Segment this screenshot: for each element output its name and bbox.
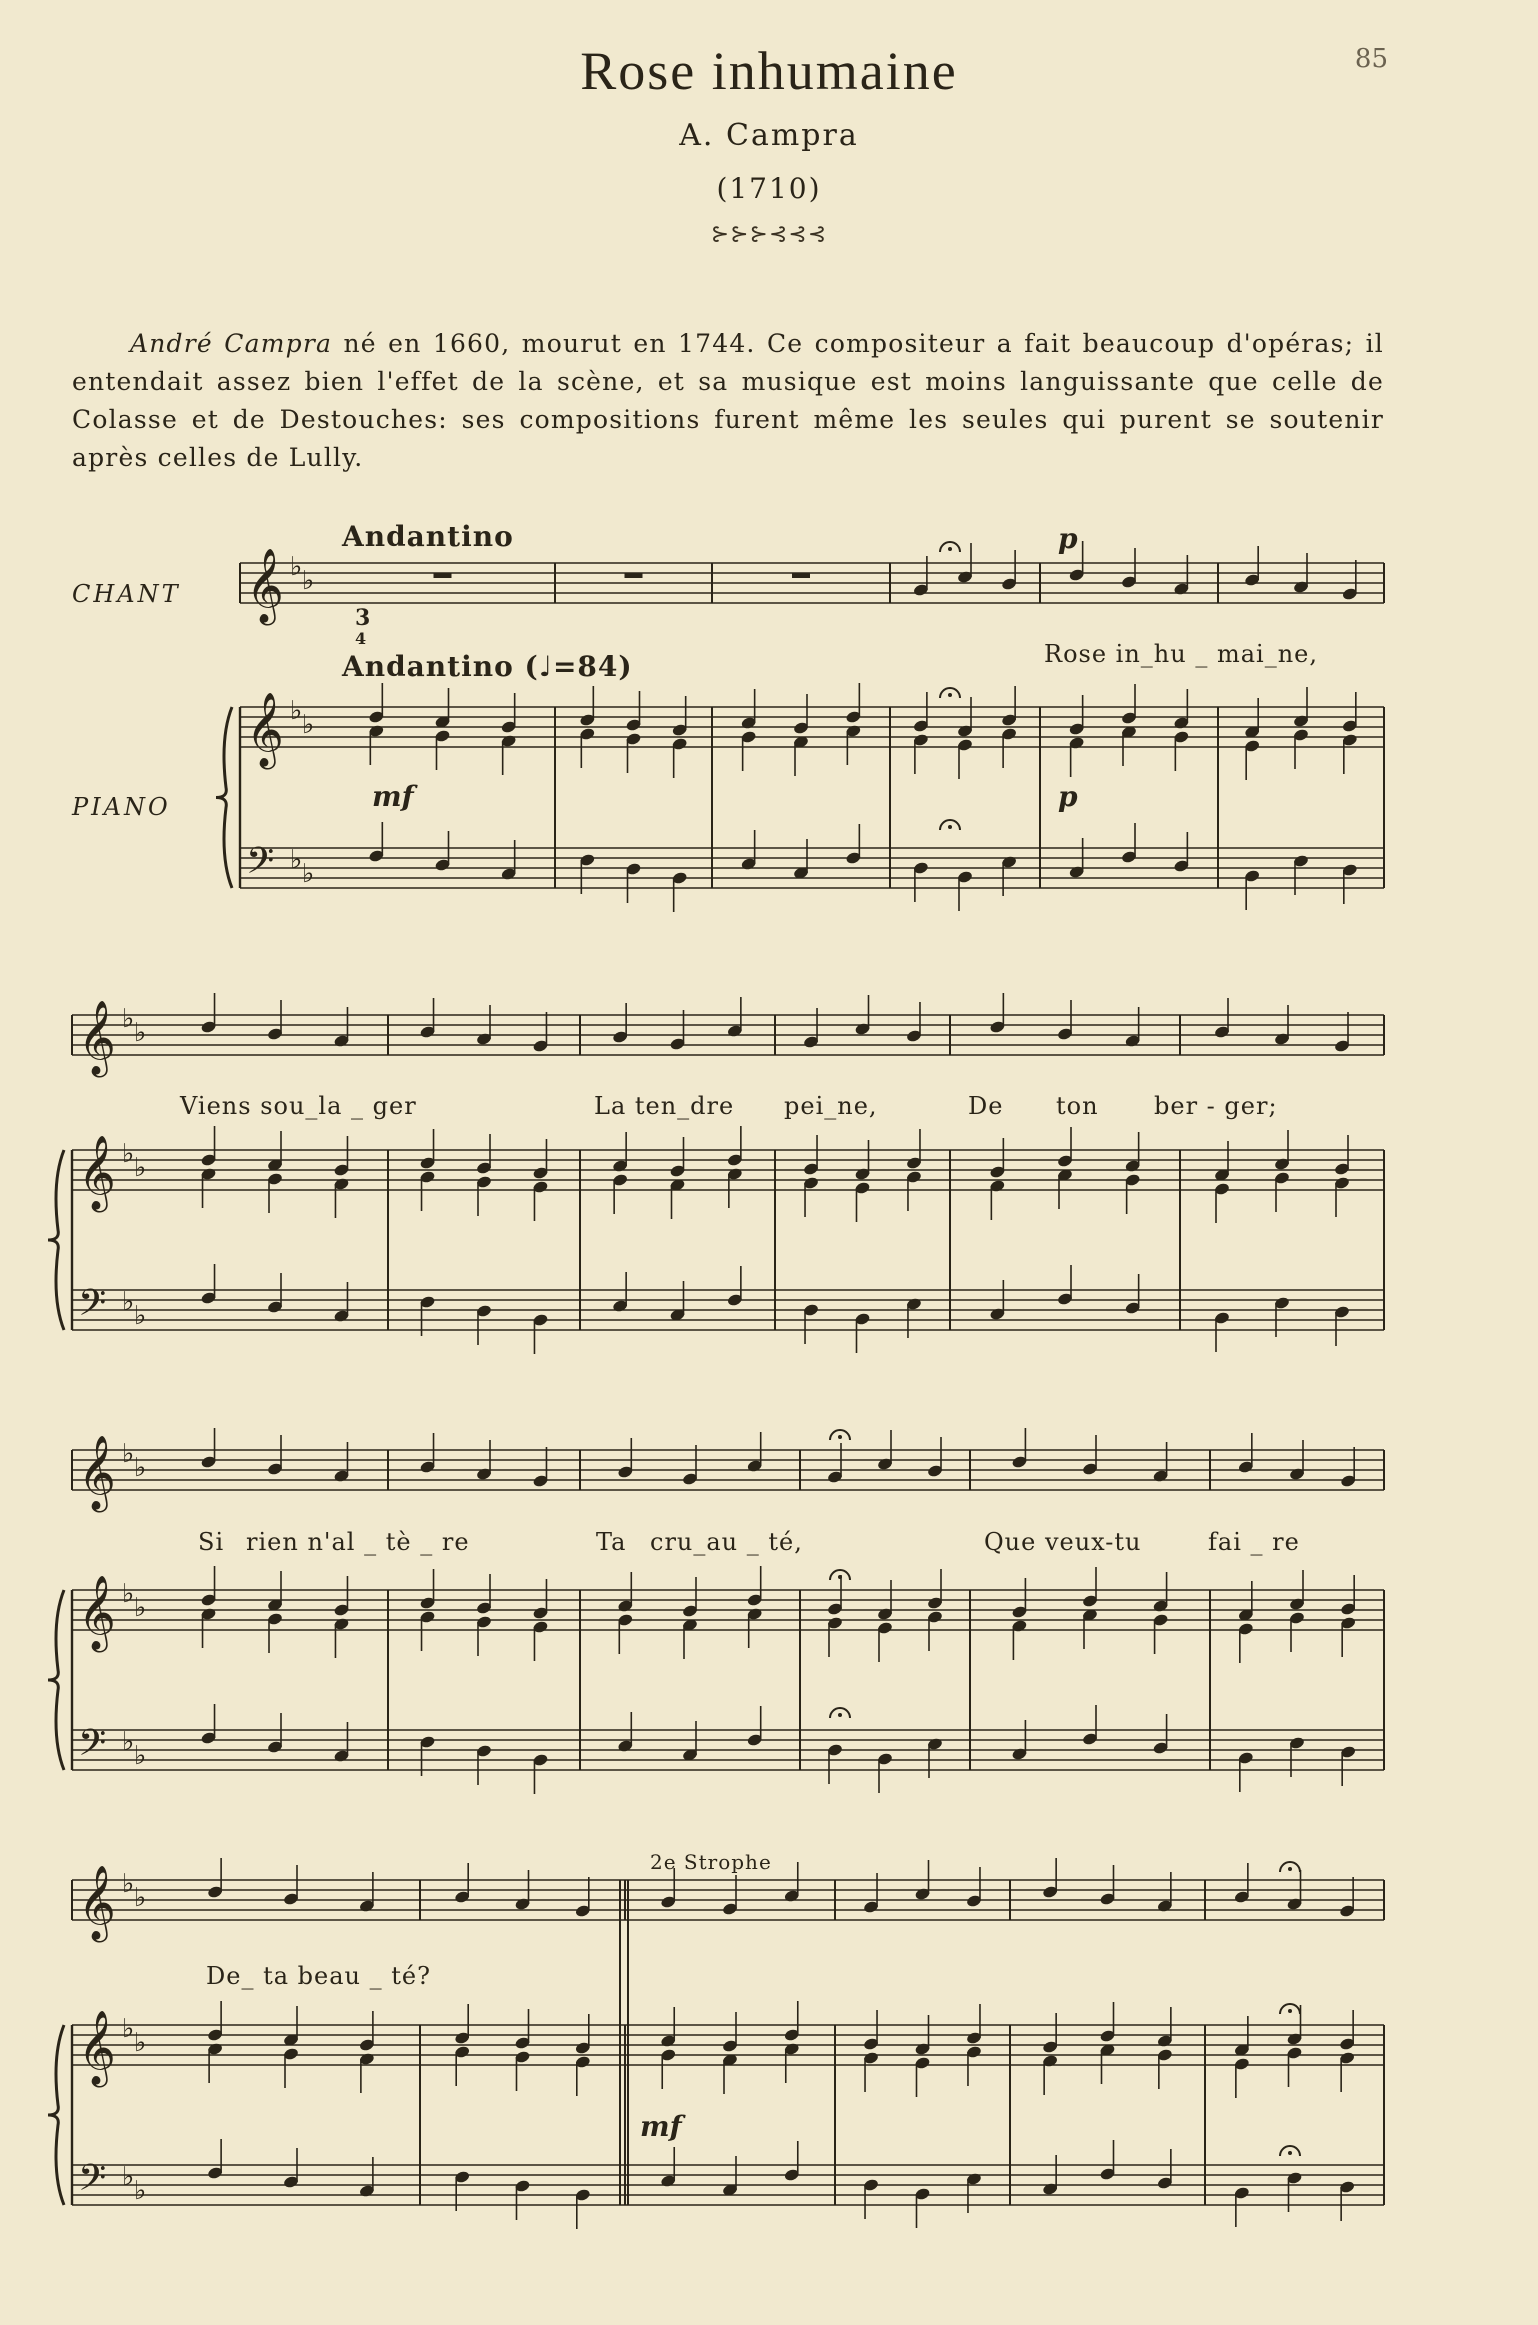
song-title: Rose inhumaine	[580, 41, 958, 101]
dynamic-p: p	[1058, 780, 1078, 813]
flat-icon: ♭	[302, 710, 315, 740]
flat-icon: ♭	[134, 1593, 147, 1623]
fermata-dot	[838, 1575, 842, 1579]
bass-clef-icon: 𝄢	[78, 1282, 107, 1333]
treble-clef-icon: 𝄞	[246, 693, 284, 767]
flat-icon: ♭	[122, 1439, 135, 1469]
time-signature: 3	[355, 605, 371, 631]
lyric-line-1: Rose in_hu _ mai_ne,	[1044, 640, 1319, 668]
lyric-fragment: ton	[1056, 1092, 1099, 1120]
label-chant: CHANT	[72, 580, 181, 608]
treble-clef-icon: 𝄞	[78, 1436, 116, 1510]
tempo-chant: Andantino	[342, 520, 514, 553]
flat-icon: ♭	[134, 1883, 147, 1913]
dynamic-mf: mf	[640, 2110, 682, 2143]
year: (1710)	[716, 172, 822, 205]
brace-icon	[216, 707, 232, 888]
dynamic-mf: mf	[372, 780, 414, 813]
lyric-fragment: pei_ne,	[784, 1092, 878, 1120]
flat-icon: ♭	[134, 1741, 147, 1771]
fermata-dot	[1288, 2009, 1292, 2013]
flat-icon: ♭	[302, 859, 315, 889]
fermata-dot	[1288, 1867, 1292, 1871]
treble-clef-icon: 𝄞	[78, 1136, 116, 1210]
lyric-fragment: fai _ re	[1208, 1528, 1300, 1556]
label-piano: PIANO	[72, 793, 171, 821]
whole-rest	[792, 573, 810, 578]
lyric-fragment: Que veux-tu	[984, 1528, 1142, 1556]
composer-name: André Campra	[130, 329, 333, 358]
strophe-label: 2e Strophe	[650, 1850, 772, 1874]
bass-clef-icon: 𝄢	[246, 840, 275, 891]
flat-icon: ♭	[134, 1153, 147, 1183]
flat-icon: ♭	[134, 1301, 147, 1331]
lyric-fragment: ber - ger;	[1154, 1092, 1278, 1120]
fermata-dot	[948, 693, 952, 697]
flat-icon: ♭	[134, 1453, 147, 1483]
flat-icon: ♭	[122, 1579, 135, 1609]
flat-icon: ♭	[122, 1139, 135, 1169]
bass-clef-icon: 𝄢	[78, 2157, 107, 2208]
brace-icon	[48, 1590, 64, 1770]
ornament: ⊱⊱⊱⊰⊰⊰	[710, 222, 828, 247]
brace-icon	[48, 1150, 64, 1330]
lyric-fragment: De	[968, 1092, 1004, 1120]
tempo-piano: Andantino (♩=84)	[342, 650, 633, 683]
fermata-dot	[838, 1435, 842, 1439]
flat-icon: ♭	[134, 2176, 147, 2206]
intro-text: né en 1660, mourut en 1744. Ce compositeur a fait beaucoup d'opéras; il entendait assez bien l'effet de la scène, et sa musique est moins languissante que celle de Colasse et de Destouches: ses compositions furent même les seules qui purent se soutenir après celles de Lully.	[72, 329, 1384, 472]
treble-clef-icon: 𝄞	[78, 1866, 116, 1940]
fermata-dot	[1288, 2151, 1292, 2155]
flat-icon: ♭	[122, 2014, 135, 2044]
flat-icon: ♭	[290, 696, 303, 726]
lyric-fragment: Si	[198, 1528, 225, 1556]
lyric-fragment: Viens sou_la _ ger	[180, 1092, 417, 1120]
flat-icon: ♭	[290, 845, 303, 875]
treble-clef-icon: 𝄞	[78, 2011, 116, 2085]
flat-icon: ♭	[122, 1869, 135, 1899]
lyric-fragment: cru_au _ té,	[650, 1528, 803, 1556]
fermata-dot	[948, 547, 952, 551]
fermata-dot	[838, 1713, 842, 1717]
lyric-fragment: La ten_dre	[594, 1092, 735, 1120]
whole-rest	[625, 573, 643, 578]
lyric-fragment: rien n'al _ tè _ re	[246, 1528, 470, 1556]
lyric-line-4: De_ ta beau _ té?	[206, 1962, 431, 1990]
whole-rest	[434, 573, 452, 578]
dynamic-p: p	[1058, 522, 1078, 555]
flat-icon: ♭	[290, 552, 303, 582]
flat-icon: ♭	[134, 1018, 147, 1048]
flat-icon: ♭	[122, 2162, 135, 2192]
treble-clef-icon: 𝄞	[246, 549, 284, 623]
treble-clef-icon: 𝄞	[78, 1001, 116, 1075]
flat-icon: ♭	[134, 2028, 147, 2058]
time-signature: 4	[355, 629, 367, 648]
brace-icon	[48, 2025, 64, 2205]
flat-icon: ♭	[122, 1287, 135, 1317]
bass-clef-icon: 𝄢	[78, 1722, 107, 1773]
composer: A. Campra	[679, 118, 859, 153]
page-number: 85	[1354, 44, 1388, 74]
lyric-fragment: Ta	[596, 1528, 627, 1556]
treble-clef-icon: 𝄞	[78, 1576, 116, 1650]
flat-icon: ♭	[122, 1004, 135, 1034]
fermata-dot	[948, 825, 952, 829]
flat-icon: ♭	[302, 566, 315, 596]
flat-icon: ♭	[122, 1727, 135, 1757]
